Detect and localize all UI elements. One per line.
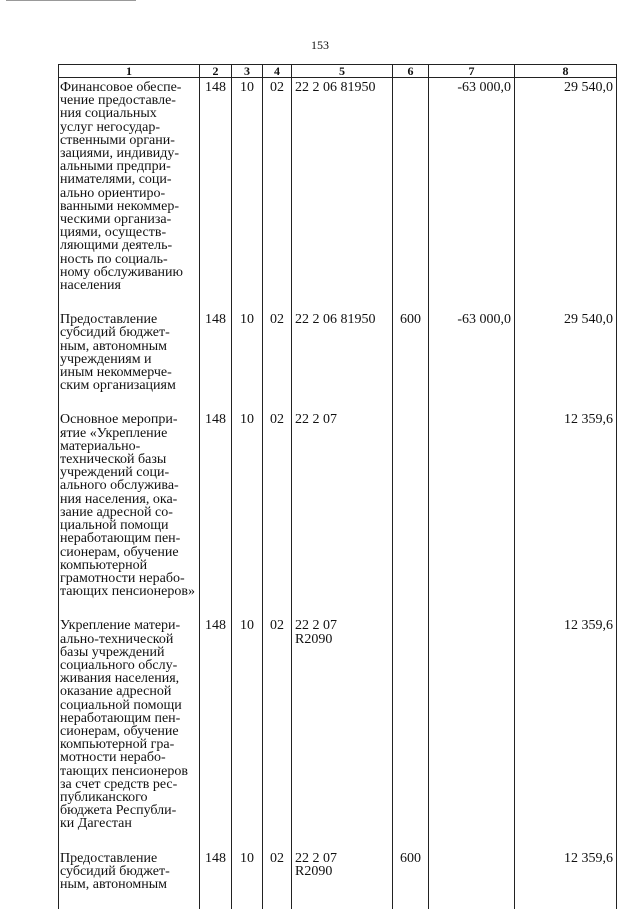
table-body: [59, 78, 617, 909]
change-amount-cell: [429, 616, 515, 848]
subsection-code-cell: 02: [263, 849, 292, 909]
row-name-cell: Укрепление матери- ально-технической базы учреждений социального обслу- живания населения, оказание адресной социальной помощи неработающим пен- сионерам, обучение компьютерной гра- мотности нерабо- тающих пенсионеров за счет средств рес- публиканского бюджета Республи- ки Дагестан: [59, 616, 200, 848]
target-code-cell: 22 2 06 81950: [292, 310, 393, 410]
section-code-cell: 10: [232, 616, 263, 848]
subsection-code-cell: 02: [263, 310, 292, 410]
row-name-cell: Финансовое обеспе- чение предоставле- ния социальных услуг негосудар- ственными органи- зациями, индивиду- альными предпри- нимателями, соци- ально ориентиро- ванными некоммер- ческими организа- циями, осуществ- ляющими деятель- ность по социаль- ному обслуживанию населения: [59, 78, 200, 311]
section-code-cell: 10: [232, 849, 263, 909]
total-amount-cell: 12 359,6: [515, 849, 617, 909]
expense-type-cell: 600: [393, 310, 429, 410]
column-header-2: 2: [200, 65, 232, 78]
table-row: [59, 410, 617, 616]
subsection-code-cell: 02: [263, 410, 292, 616]
section-code-cell: 10: [232, 310, 263, 410]
column-header-5: 5: [292, 65, 393, 78]
section-code-cell: 10: [232, 78, 263, 311]
column-header-7: 7: [429, 65, 515, 78]
total-amount-cell: 29 540,0: [515, 78, 617, 311]
expense-type-cell: [393, 78, 429, 311]
table-row: [59, 616, 617, 848]
row-name-cell: Предоставление субсидий бюджет- ным, автономным учреждениям и иным некоммерче- ским организациям: [59, 310, 200, 410]
column-header-3: 3: [232, 65, 263, 78]
admin-code-cell: 148: [200, 616, 232, 848]
total-amount-cell: 12 359,6: [515, 616, 617, 848]
expense-type-cell: 600: [393, 849, 429, 909]
change-amount-cell: -63 000,0: [429, 78, 515, 311]
expense-type-cell: [393, 410, 429, 616]
subsection-code-cell: 02: [263, 616, 292, 848]
admin-code-cell: 148: [200, 410, 232, 616]
target-code-cell: 22 2 07 R2090: [292, 849, 393, 909]
admin-code-cell: 148: [200, 849, 232, 909]
admin-code-cell: 148: [200, 310, 232, 410]
section-code-cell: 10: [232, 410, 263, 616]
target-code-cell: 22 2 07 R2090: [292, 616, 393, 848]
table-row: [59, 849, 617, 909]
total-amount-cell: 12 359,6: [515, 410, 617, 616]
change-amount-cell: [429, 410, 515, 616]
top-edge-mark: [6, 0, 136, 3]
total-amount-cell: 29 540,0: [515, 310, 617, 410]
column-header-1: 1: [59, 65, 200, 78]
column-header-8: 8: [515, 65, 617, 78]
change-amount-cell: -63 000,0: [429, 310, 515, 410]
subsection-code-cell: 02: [263, 78, 292, 311]
target-code-cell: 22 2 06 81950: [292, 78, 393, 311]
header-row: [59, 65, 617, 78]
change-amount-cell: [429, 849, 515, 909]
column-header-4: 4: [263, 65, 292, 78]
row-name-cell: Основное меропри- ятие «Укрепление материально- технической базы учреждений соци- ального обслужива- ния населения, ока- зание адресной со- циальной помощи неработающим пен- сионерам, обучение компьютерной грамотности нерабо- тающих пенсионеров»: [59, 410, 200, 616]
table-row: [59, 310, 617, 410]
target-code-cell: 22 2 07: [292, 410, 393, 616]
page-number: 153: [0, 38, 640, 53]
admin-code-cell: 148: [200, 78, 232, 311]
budget-table: [58, 64, 617, 909]
row-name-cell: Предоставление субсидий бюджет- ным, автономным: [59, 849, 200, 909]
expense-type-cell: [393, 616, 429, 848]
table-row: [59, 78, 617, 311]
column-header-6: 6: [393, 65, 429, 78]
